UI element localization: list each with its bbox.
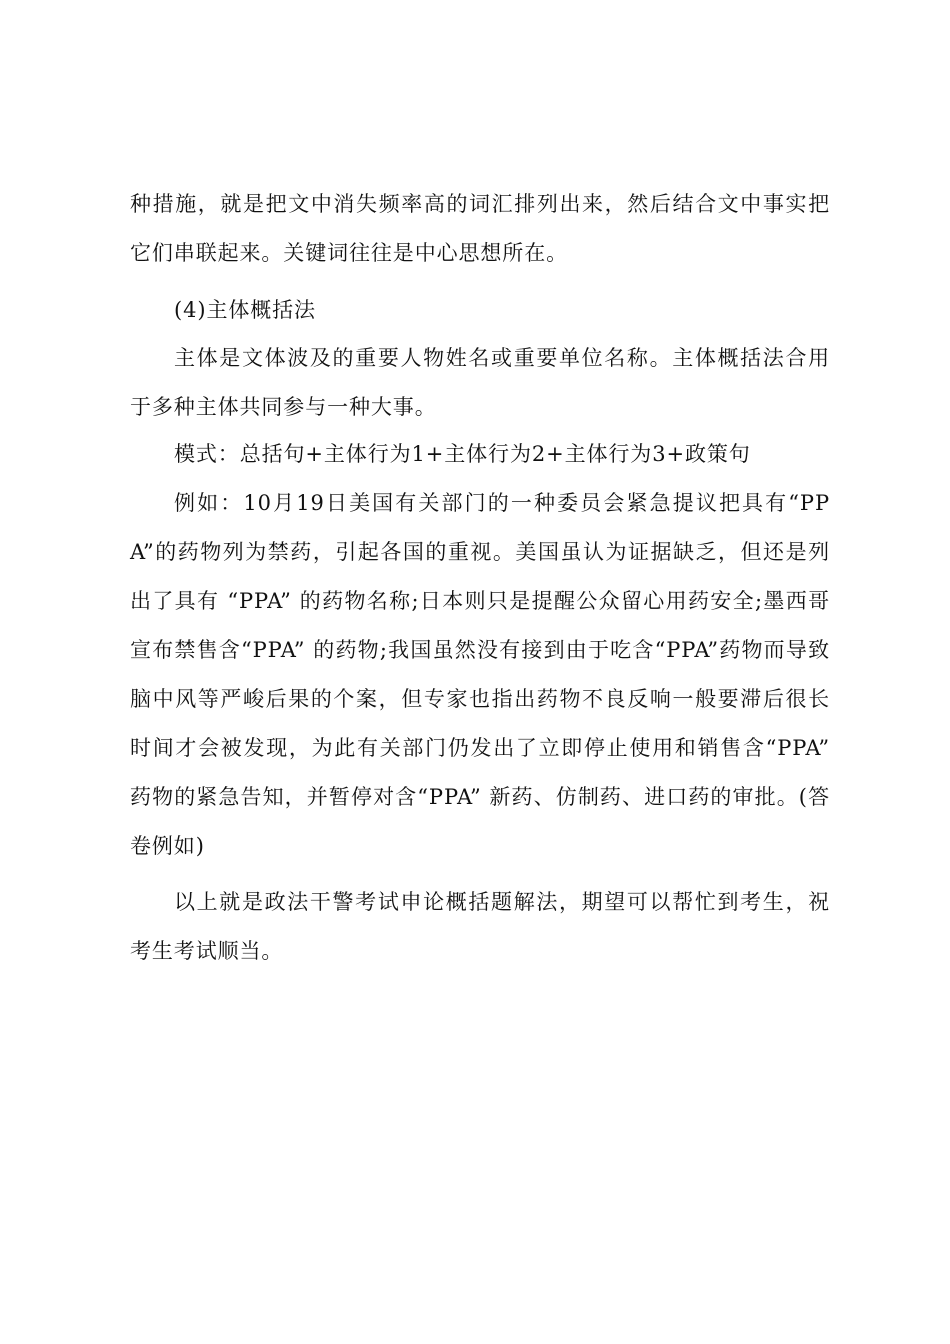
paragraph-conclusion: 以上就是政法干警考试申论概括题解法，期望可以帮忙到考生，祝考生考试顺当。 — [130, 890, 830, 963]
section-heading: (4)主体概括法 — [174, 298, 316, 322]
paragraph-pattern: 模式：总括句+主体行为1+主体行为2+主体行为3+政策句 — [174, 442, 751, 466]
paragraph-example: 例如：10月19日美国有关部门的一种委员会紧急提议把具有“PPA”的药物列为禁药，引起各国的重视。美国虽认为证据缺乏，但还是列出了具有 “PPA” 的药物名称;日本则只是提醒公众留心用药安全;墨西哥宣布禁售含“PPA” 的药物;我国虽然没有接到由于吃含“PPA”药物而导致脑中风等严峻后果的个案，但专家也指出药物不良反响一般要滞后很长时间才会被发现，为此有关部门仍发出了立即停止使用和销售含“PPA” 药物的紧急告知，并暂停对含“PPA” 新药、仿制药、进口药的审批。(答卷例如) — [130, 491, 830, 858]
paragraph-continuation: 种措施，就是把文中消失频率高的词汇排列出来，然后结合文中事实把它们串联起来。关键词往往是中心思想所在。 — [130, 192, 830, 265]
paragraph-subject: 主体是文体波及的重要人物姓名或重要单位名称。主体概括法合用于多种主体共同参与一种大事。 — [130, 346, 830, 419]
